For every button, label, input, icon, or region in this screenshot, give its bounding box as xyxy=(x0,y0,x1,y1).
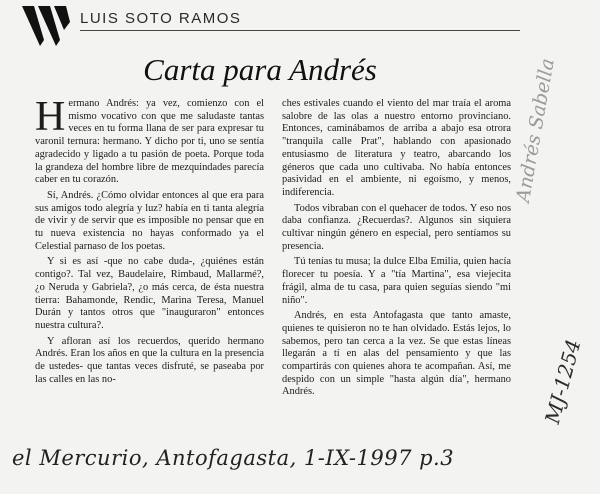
handwritten-margin-name: Andrés Sabella xyxy=(512,56,559,204)
article-title: Carta para Andrés xyxy=(143,52,377,87)
column-logo-icon xyxy=(22,6,72,46)
paragraph: Todos vibraban con el quehacer de todos. Y eso nos daba confianza. ¿Recuerdas?. Algunos sin siquiera cultivar ningún género en especial, pero sentíamos su presencia. xyxy=(282,202,511,252)
paragraph: Tú tenías tu musa; la dulce Elba Emilia, quien hacía florecer tu poesía. Y a "tía Martina", esa viejecita frágil, alma de tu casa, para quien seguías siendo "mi niño". xyxy=(282,256,511,306)
paragraph: Andrés, en esta Antofagasta que tanto amaste, quienes te quisieron no te han olvidado. Estás lejos, lo sabemos, pero tan cerca a la vez. Se que estas líneas llegarán a tí en alas del pensamiento y que las compartirás con quienes ahora te acompañan. Así, me despido con un simple "hasta algún día", hermano Andrés. xyxy=(282,310,511,398)
right-column xyxy=(282,98,511,402)
paragraph: Hermano Andrés: ya vez, comienzo con el mismo vocativo con que me saludaste tantas veces en tu forma llana de ser para expresar tu varonil ternura: hermano. Y dicho por ti, uno se sentía agradecido y ligado a tu pasión de poeta. Porque toda la grandeza del hombre libre de mezquindades parecía caber en tu corazón. xyxy=(35,94,264,186)
paragraph: Y afloran así los recuerdos, querido hermano Andrés. Eran los años en que la cultura en la presencia de ustedes- que tantas veces disfruté, se paseaba por las calles en las no- xyxy=(35,335,264,385)
author-name: LUIS SOTO RAMOS xyxy=(80,10,242,27)
paragraph: ches estivales cuando el viento del mar traía el aroma salobre de las olas a nuestro entorno provinciano. Entonces, caminábamos de arriba a abajo esa otrora "tranquila calle Prat", hablando con apasionado entusiasmo de literatura y teatro, abarcando los géneros que cada uno cultivaba. No había entonces pasividad en el ambiente, ni egoísmo, y menos, indiferencia. xyxy=(282,98,511,198)
handwritten-source-note: el Mercurio, Antofagasta, 1-IX-1997 p.3 xyxy=(12,446,455,470)
paragraph: Sí, Andrés. ¿Cómo olvidar entonces al que era para sus amigos todo alegría y luz? había en ti tanta alegría de vivir y de servir que es imposible no pensar que en tu nueva existencia no hayas conformado ya el Celestial parnaso de los poetas. xyxy=(35,189,264,252)
header-rule xyxy=(80,30,520,31)
drop-cap: H xyxy=(35,94,66,140)
handwritten-reference-code: MJ-1254 xyxy=(540,336,586,427)
left-column xyxy=(35,94,264,389)
paragraph: Y si es así -que no cabe duda-, ¿quiénes están contigo?. Tal vez, Baudelaire, Rimbaud, Mallarmé?, ¿o Neruda y Gabriela?, ¿o más cerca, de ésta nuestra tierra: Bahamonde, Rendic, Marina Teresa, Manuel Durán y tantos otros que "inauguraron" entonces nuestra cultura?. xyxy=(35,256,264,331)
